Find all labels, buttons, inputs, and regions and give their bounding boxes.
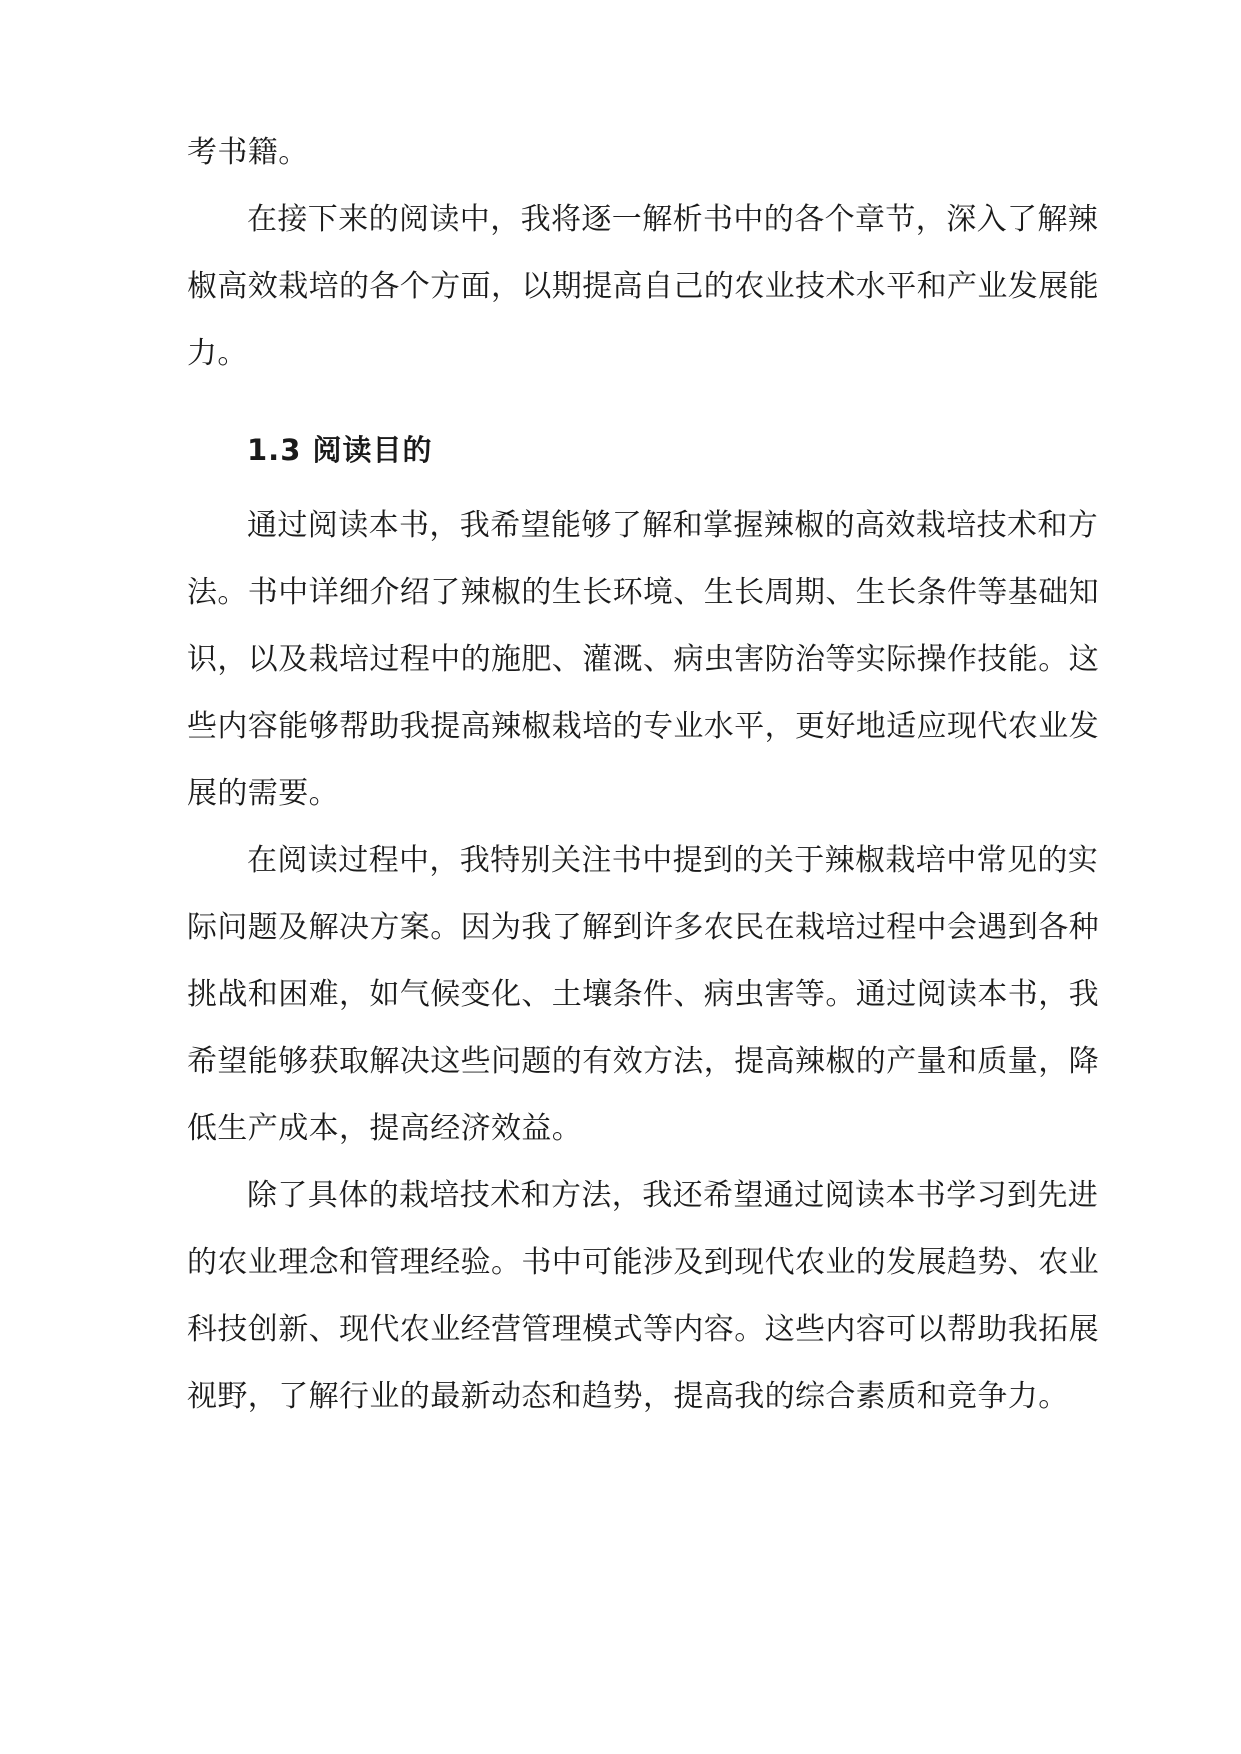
paragraph-line: 视野，了解行业的最新动态和趋势，提高我的综合素质和竞争力。 [187,1379,1069,1414]
paragraph-line: 法。书中详细介绍了辣椒的生长环境、生长周期、生长条件等基础知 [187,575,1099,610]
paragraph-line: 希望能够获取解决这些问题的有效方法，提高辣椒的产量和质量，降 [187,1044,1099,1079]
paragraph-line: 考书籍。 [187,135,309,170]
paragraph-line: 低生产成本，提高经济效益。 [187,1111,583,1146]
paragraph-line: 通过阅读本书，我希望能够了解和掌握辣椒的高效栽培技术和方 [247,508,1099,543]
paragraph-line: 力。 [187,336,248,371]
paragraph-line: 些内容能够帮助我提高辣椒栽培的专业水平，更好地适应现代农业发 [187,709,1099,744]
paragraph-line: 际问题及解决方案。因为我了解到许多农民在栽培过程中会遇到各种 [187,910,1099,945]
section-heading: 1.3 阅读目的 [247,433,433,467]
paragraph-line: 挑战和困难，如气候变化、土壤条件、病虫害等。通过阅读本书，我 [187,977,1099,1012]
paragraph-line: 椒高效栽培的各个方面，以期提高自己的农业技术水平和产业发展能 [187,269,1099,304]
paragraph-line: 识，以及栽培过程中的施肥、灌溉、病虫害防治等实际操作技能。这 [187,642,1099,677]
paragraph-line: 在接下来的阅读中，我将逐一解析书中的各个章节，深入了解辣 [247,202,1099,237]
paragraph-line: 的农业理念和管理经验。书中可能涉及到现代农业的发展趋势、农业 [187,1245,1099,1280]
paragraph-line: 在阅读过程中，我特别关注书中提到的关于辣椒栽培中常见的实 [247,843,1099,878]
paragraph-line: 展的需要。 [187,776,339,811]
paragraph-line: 除了具体的栽培技术和方法，我还希望通过阅读本书学习到先进 [247,1178,1099,1213]
paragraph-line: 科技创新、现代农业经营管理模式等内容。这些内容可以帮助我拓展 [187,1312,1099,1347]
